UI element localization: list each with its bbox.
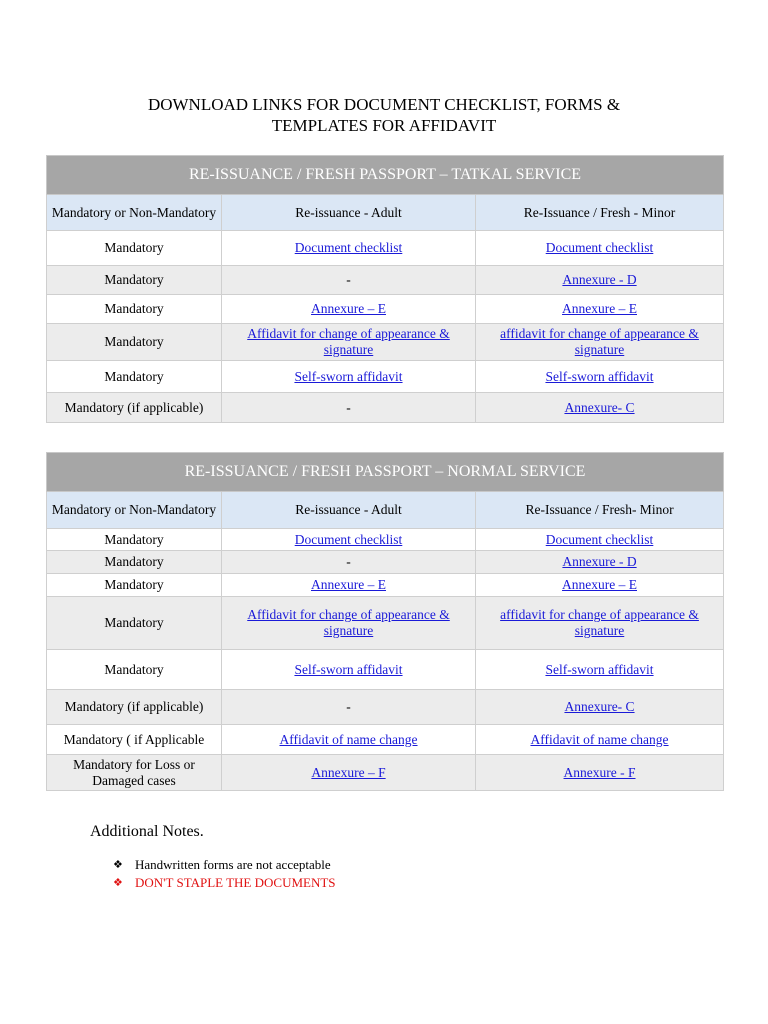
table-row <box>47 231 724 266</box>
table-row <box>47 529 724 551</box>
document-checklist-link[interactable]: Document checklist <box>545 531 654 547</box>
additional-notes-heading: Additional Notes. <box>90 823 204 840</box>
annexure-d-link[interactable]: Annexure - D <box>562 554 637 569</box>
table-row <box>47 725 724 755</box>
notes-list <box>113 856 336 892</box>
diamond-bullet-icon: ❖ <box>113 876 123 889</box>
appearance-affidavit-link[interactable]: affidavit for change of appearance & signature <box>500 607 699 638</box>
requirement-cell: Mandatory (if applicable) <box>47 393 222 423</box>
table-row <box>47 574 724 597</box>
name-change-affidavit-link[interactable]: Affidavit of name change <box>530 731 669 747</box>
requirement-cell: Mandatory <box>47 529 222 551</box>
appearance-affidavit-link[interactable]: affidavit for change of appearance & signature <box>500 326 699 357</box>
column-header: Mandatory or Non-Mandatory <box>47 195 222 231</box>
table-row <box>47 650 724 690</box>
document-checklist-link[interactable]: Document checklist <box>294 531 403 547</box>
annexure-c-link[interactable]: Annexure- C <box>564 699 635 714</box>
annexure-f-link[interactable]: Annexure - F <box>563 764 636 780</box>
requirement-cell: Mandatory <box>47 361 222 393</box>
table-row <box>47 755 724 791</box>
requirement-cell: Mandatory for Loss or Damaged cases <box>47 755 222 791</box>
table-banner: RE-ISSUANCE / FRESH PASSPORT – NORMAL SERVICE <box>47 453 724 492</box>
note-warning-text: DON'T STAPLE THE DOCUMENTS <box>135 875 336 890</box>
column-header: Re-issuance - Adult <box>222 195 476 231</box>
self-sworn-affidavit-link[interactable]: Self-sworn affidavit <box>294 661 403 677</box>
empty-cell: - <box>222 393 476 423</box>
table-row <box>47 361 724 393</box>
self-sworn-affidavit-link[interactable]: Self-sworn affidavit <box>294 368 403 384</box>
list-item <box>113 856 336 874</box>
normal-service-table <box>46 452 724 791</box>
self-sworn-affidavit-link[interactable]: Self-sworn affidavit <box>545 661 654 677</box>
document-checklist-link[interactable]: Document checklist <box>545 240 654 255</box>
tatkal-service-table <box>46 155 724 423</box>
table-row <box>47 266 724 295</box>
page-title <box>0 94 768 136</box>
requirement-cell: Mandatory <box>47 231 222 266</box>
column-header: Re-Issuance / Fresh- Minor <box>476 492 724 529</box>
diamond-bullet-icon: ❖ <box>113 858 123 871</box>
appearance-affidavit-link[interactable]: Affidavit for change of appearance & signature <box>247 326 450 357</box>
requirement-cell: Mandatory <box>47 324 222 361</box>
document-checklist-link[interactable]: Document checklist <box>294 240 403 255</box>
table-banner: RE-ISSUANCE / FRESH PASSPORT – TATKAL SERVICE <box>47 156 724 195</box>
title-line-2: TEMPLATES FOR AFFIDAVIT <box>271 116 497 135</box>
column-header: Mandatory or Non-Mandatory <box>47 492 222 529</box>
appearance-affidavit-link[interactable]: Affidavit for change of appearance & signature <box>247 607 450 638</box>
table-row <box>47 295 724 324</box>
table-row <box>47 597 724 650</box>
annexure-e-link[interactable]: Annexure – E <box>562 577 637 592</box>
requirement-cell: Mandatory <box>47 650 222 690</box>
name-change-affidavit-link[interactable]: Affidavit of name change <box>279 731 418 747</box>
annexure-d-link[interactable]: Annexure - D <box>562 272 637 287</box>
table-row <box>47 393 724 423</box>
column-header: Re-issuance - Adult <box>222 492 476 529</box>
list-item <box>113 874 336 892</box>
table-row <box>47 324 724 361</box>
requirement-cell: Mandatory <box>47 597 222 650</box>
annexure-e-link[interactable]: Annexure – E <box>562 301 637 316</box>
requirement-cell: Mandatory <box>47 295 222 324</box>
requirement-cell: Mandatory (if applicable) <box>47 690 222 725</box>
annexure-f-link[interactable]: Annexure – F <box>311 764 386 780</box>
empty-cell: - <box>222 690 476 725</box>
self-sworn-affidavit-link[interactable]: Self-sworn affidavit <box>545 368 654 384</box>
empty-cell: - <box>222 551 476 574</box>
empty-cell: - <box>222 266 476 295</box>
requirement-cell: Mandatory <box>47 266 222 295</box>
table-row <box>47 551 724 574</box>
annexure-e-link[interactable]: Annexure – E <box>311 301 386 316</box>
table-row <box>47 690 724 725</box>
column-header: Re-Issuance / Fresh - Minor <box>476 195 724 231</box>
annexure-e-link[interactable]: Annexure – E <box>311 577 386 592</box>
title-line-1: DOWNLOAD LINKS FOR DOCUMENT CHECKLIST, FORMS & <box>147 95 621 114</box>
requirement-cell: Mandatory ( if Applicable <box>47 725 222 755</box>
requirement-cell: Mandatory <box>47 551 222 574</box>
annexure-c-link[interactable]: Annexure- C <box>564 399 635 415</box>
note-text: Handwritten forms are not acceptable <box>135 857 331 872</box>
requirement-cell: Mandatory <box>47 574 222 597</box>
